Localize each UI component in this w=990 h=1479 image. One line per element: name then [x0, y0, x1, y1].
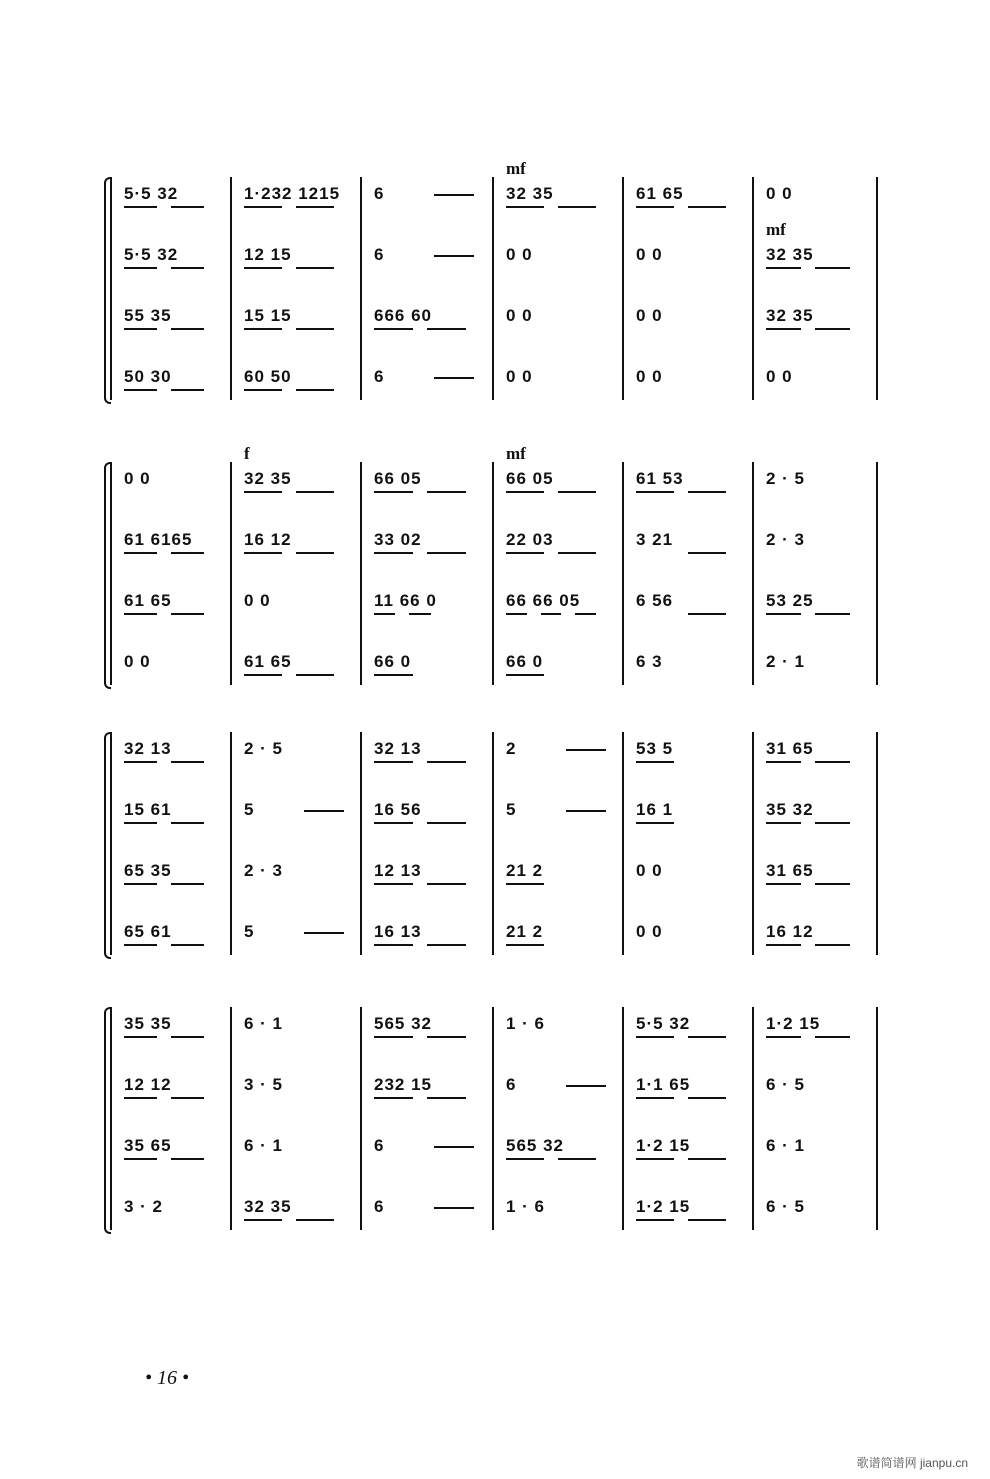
beam-line	[124, 1097, 157, 1099]
beam-line	[506, 206, 544, 208]
beam-line	[124, 1036, 157, 1038]
beam-line	[374, 674, 413, 676]
barline	[752, 1007, 754, 1230]
barline	[230, 1007, 232, 1230]
measure-notes: 16 1	[636, 800, 674, 819]
beam-line	[374, 1097, 413, 1099]
beam-line	[427, 328, 466, 330]
measure-notes: 6 · 1	[244, 1014, 284, 1033]
measure-notes: 65 61	[124, 922, 172, 941]
beam-line	[506, 674, 544, 676]
measure-notes: 61 53	[636, 469, 684, 488]
measure-notes: 0 0	[506, 306, 533, 325]
sustain-dash	[566, 749, 606, 751]
beam-line	[427, 491, 466, 493]
barline	[876, 177, 878, 400]
barline	[230, 462, 232, 685]
beam-line	[171, 389, 204, 391]
measure-notes: 5·5 32	[124, 245, 179, 264]
measure-notes: 61 65	[636, 184, 684, 203]
measure-notes: 16 12	[244, 530, 292, 549]
measure-notes: 2	[506, 739, 517, 758]
beam-line	[688, 1036, 726, 1038]
beam-line	[427, 1036, 466, 1038]
measure-notes: 5·5 32	[124, 184, 179, 203]
beam-line	[296, 206, 334, 208]
measure-notes: 35 32	[766, 800, 814, 819]
measure-notes: 21 2	[506, 922, 544, 941]
beam-line	[815, 761, 850, 763]
sustain-dash	[434, 194, 474, 196]
measure-notes: 32 35	[244, 1197, 292, 1216]
barline	[876, 462, 878, 685]
beam-line	[766, 822, 801, 824]
beam-line	[171, 267, 204, 269]
sustain-dash	[434, 1146, 474, 1148]
measure-notes: 0 0	[124, 652, 151, 671]
beam-line	[636, 1158, 674, 1160]
beam-line	[815, 883, 850, 885]
measure-notes: 6 · 5	[766, 1075, 806, 1094]
dynamic-mark: f	[244, 444, 250, 463]
beam-line	[296, 328, 334, 330]
page-number: • 16 •	[145, 1367, 190, 1389]
barline	[492, 1007, 494, 1230]
measure-notes: 6	[374, 367, 385, 386]
measure-notes: 16 56	[374, 800, 422, 819]
measure-notes: 15 15	[244, 306, 292, 325]
barline	[110, 1007, 112, 1230]
beam-line	[171, 328, 204, 330]
beam-line	[124, 267, 157, 269]
measure-notes: 0 0	[506, 245, 533, 264]
beam-line	[766, 267, 801, 269]
beam-line	[688, 613, 726, 615]
beam-line	[244, 491, 282, 493]
measure-notes: 5	[506, 800, 517, 819]
beam-line	[506, 491, 544, 493]
measure-notes: 6	[374, 1136, 385, 1155]
beam-line	[374, 883, 413, 885]
beam-line	[244, 674, 282, 676]
dynamic-mark: mf	[506, 159, 526, 178]
measure-notes: 32 35	[506, 184, 554, 203]
beam-line	[124, 761, 157, 763]
barline	[110, 462, 112, 685]
beam-line	[124, 328, 157, 330]
measure-notes: 0 0	[766, 184, 793, 203]
beam-line	[506, 1158, 544, 1160]
measure-notes: 12 13	[374, 861, 422, 880]
beam-line	[688, 1158, 726, 1160]
beam-line	[409, 613, 430, 615]
beam-line	[766, 1036, 801, 1038]
barline	[622, 177, 624, 400]
measure-notes: 61 6165	[124, 530, 193, 549]
beam-line	[124, 822, 157, 824]
beam-line	[766, 613, 801, 615]
beam-line	[688, 1219, 726, 1221]
beam-line	[296, 267, 334, 269]
barline	[492, 177, 494, 400]
measure-notes: 53 5	[636, 739, 674, 758]
barline	[492, 462, 494, 685]
measure-notes: 0 0	[636, 861, 663, 880]
beam-line	[124, 552, 157, 554]
sustain-dash	[304, 932, 344, 934]
measure-notes: 32 35	[766, 306, 814, 325]
beam-line	[766, 944, 801, 946]
measure-notes: 2 · 1	[766, 652, 806, 671]
beam-line	[374, 328, 413, 330]
dynamic-mark: mf	[766, 220, 786, 239]
beam-line	[296, 674, 334, 676]
sustain-dash	[566, 1085, 606, 1087]
measure-notes: 0 0	[506, 367, 533, 386]
measure-notes: 6	[374, 245, 385, 264]
barline	[230, 177, 232, 400]
measure-notes: 16 12	[766, 922, 814, 941]
page-number-text: 16	[157, 1367, 178, 1389]
beam-line	[374, 552, 413, 554]
measure-notes: 53 25	[766, 591, 814, 610]
beam-line	[244, 206, 282, 208]
beam-line	[427, 944, 466, 946]
measure-notes: 2 · 5	[766, 469, 806, 488]
beam-line	[374, 822, 413, 824]
measure-notes: 3 · 2	[124, 1197, 164, 1216]
measure-notes: 1·2 15	[766, 1014, 821, 1033]
beam-line	[688, 552, 726, 554]
measure-notes: 6 56	[636, 591, 674, 610]
beam-line	[688, 491, 726, 493]
beam-line	[688, 206, 726, 208]
measure-notes: 3 · 5	[244, 1075, 284, 1094]
beam-line	[558, 491, 596, 493]
barline	[622, 462, 624, 685]
beam-line	[374, 613, 395, 615]
measure-notes: 1·232 1215	[244, 184, 341, 203]
barline	[110, 732, 112, 955]
beam-line	[427, 1097, 466, 1099]
beam-line	[815, 822, 850, 824]
beam-line	[636, 206, 674, 208]
beam-line	[171, 761, 204, 763]
beam-line	[815, 944, 850, 946]
measure-notes: 65 35	[124, 861, 172, 880]
beam-line	[124, 1158, 157, 1160]
beam-line	[244, 389, 282, 391]
beam-line	[506, 552, 544, 554]
dynamic-mark: mf	[506, 444, 526, 463]
measure-notes: 61 65	[124, 591, 172, 610]
measure-notes: 33 02	[374, 530, 422, 549]
barline	[360, 177, 362, 400]
beam-line	[171, 552, 204, 554]
measure-notes: 32 13	[124, 739, 172, 758]
measure-notes: 0 0	[766, 367, 793, 386]
beam-line	[244, 1219, 282, 1221]
beam-line	[636, 822, 674, 824]
beam-line	[124, 389, 157, 391]
barline	[622, 1007, 624, 1230]
measure-notes: 11 66 0	[374, 591, 437, 610]
beam-line	[815, 1036, 850, 1038]
measure-notes: 66 05	[374, 469, 422, 488]
beam-line	[506, 613, 527, 615]
measure-notes: 6 3	[636, 652, 663, 671]
measure-notes: 12 12	[124, 1075, 172, 1094]
measure-notes: 0 0	[636, 245, 663, 264]
beam-line	[296, 491, 334, 493]
beam-line	[244, 328, 282, 330]
measure-notes: 2 · 3	[766, 530, 806, 549]
beam-line	[171, 822, 204, 824]
measure-notes: 35 65	[124, 1136, 172, 1155]
beam-line	[171, 883, 204, 885]
beam-line	[124, 613, 157, 615]
beam-line	[427, 761, 466, 763]
sustain-dash	[434, 255, 474, 257]
measure-notes: 3 21	[636, 530, 674, 549]
barline	[492, 732, 494, 955]
beam-line	[815, 267, 850, 269]
watermark: 歌谱简谱网 jianpu.cn	[856, 1456, 968, 1470]
barline	[752, 462, 754, 685]
measure-notes: 66 0	[374, 652, 412, 671]
beam-line	[124, 206, 157, 208]
sustain-dash	[434, 377, 474, 379]
barline	[876, 1007, 878, 1230]
measure-notes: 0 0	[636, 367, 663, 386]
barline	[360, 462, 362, 685]
measure-notes: 21 2	[506, 861, 544, 880]
beam-line	[244, 267, 282, 269]
measure-notes: 15 61	[124, 800, 172, 819]
beam-line	[374, 491, 413, 493]
beam-line	[636, 761, 674, 763]
barline	[752, 177, 754, 400]
barline	[110, 177, 112, 400]
measure-notes: 2 · 5	[244, 739, 284, 758]
barline	[230, 732, 232, 955]
beam-line	[427, 552, 466, 554]
measure-notes: 6 · 1	[244, 1136, 284, 1155]
beam-line	[296, 1219, 334, 1221]
measure-notes: 55 35	[124, 306, 172, 325]
beam-line	[171, 1158, 204, 1160]
sustain-dash	[304, 810, 344, 812]
beam-line	[636, 491, 674, 493]
measure-notes: 1·2 15	[636, 1136, 691, 1155]
measure-notes: 16 13	[374, 922, 422, 941]
beam-line	[427, 822, 466, 824]
measure-notes: 1·1 65	[636, 1075, 691, 1094]
beam-line	[171, 1036, 204, 1038]
beam-line	[506, 883, 544, 885]
beam-line	[124, 944, 157, 946]
beam-line	[374, 761, 413, 763]
beam-line	[558, 552, 596, 554]
measure-notes: 565 32	[374, 1014, 432, 1033]
beam-line	[244, 552, 282, 554]
beam-line	[766, 761, 801, 763]
measure-notes: 66 05	[506, 469, 554, 488]
beam-line	[815, 328, 850, 330]
measure-notes: 6	[506, 1075, 517, 1094]
sustain-dash	[434, 1207, 474, 1209]
beam-line	[171, 944, 204, 946]
beam-line	[506, 944, 544, 946]
measure-notes: 666 60	[374, 306, 432, 325]
measure-notes: 31 65	[766, 861, 814, 880]
beam-line	[374, 944, 413, 946]
beam-line	[427, 883, 466, 885]
barline	[360, 732, 362, 955]
beam-line	[766, 883, 801, 885]
measure-notes: 22 03	[506, 530, 554, 549]
measure-notes: 5·5 32	[636, 1014, 691, 1033]
beam-line	[296, 552, 334, 554]
measure-notes: 565 32	[506, 1136, 564, 1155]
beam-line	[815, 613, 850, 615]
measure-notes: 35 35	[124, 1014, 172, 1033]
beam-line	[171, 613, 204, 615]
measure-notes: 32 35	[766, 245, 814, 264]
measure-notes: 1·2 15	[636, 1197, 691, 1216]
barline	[360, 1007, 362, 1230]
beam-line	[171, 1097, 204, 1099]
barline	[876, 732, 878, 955]
beam-line	[296, 389, 334, 391]
measure-notes: 6	[374, 1197, 385, 1216]
measure-notes: 0 0	[636, 306, 663, 325]
beam-line	[171, 206, 204, 208]
measure-notes: 50 30	[124, 367, 172, 386]
measure-notes: 66 66 05	[506, 591, 581, 610]
barline	[752, 732, 754, 955]
measure-notes: 1 · 6	[506, 1014, 546, 1033]
beam-line	[688, 1097, 726, 1099]
measure-notes: 32 13	[374, 739, 422, 758]
measure-notes: 0 0	[124, 469, 151, 488]
measure-notes: 2 · 3	[244, 861, 284, 880]
barline	[622, 732, 624, 955]
beam-line	[636, 1219, 674, 1221]
beam-line	[124, 883, 157, 885]
measure-notes: 6 · 1	[766, 1136, 806, 1155]
measure-notes: 32 35	[244, 469, 292, 488]
sustain-dash	[566, 810, 606, 812]
beam-line	[636, 1036, 674, 1038]
measure-notes: 31 65	[766, 739, 814, 758]
measure-notes: 6 · 5	[766, 1197, 806, 1216]
measure-notes: 5	[244, 800, 255, 819]
measure-notes: 12 15	[244, 245, 292, 264]
beam-line	[541, 613, 562, 615]
beam-line	[558, 1158, 596, 1160]
beam-line	[374, 1036, 413, 1038]
measure-notes: 60 50	[244, 367, 292, 386]
measure-notes: 61 65	[244, 652, 292, 671]
measure-notes: 232 15	[374, 1075, 432, 1094]
beam-line	[636, 1097, 674, 1099]
measure-notes: 0 0	[244, 591, 271, 610]
beam-line	[575, 613, 596, 615]
beam-line	[766, 328, 801, 330]
measure-notes: 5	[244, 922, 255, 941]
measure-notes: 66 0	[506, 652, 544, 671]
measure-notes: 1 · 6	[506, 1197, 546, 1216]
measure-notes: 6	[374, 184, 385, 203]
beam-line	[558, 206, 596, 208]
measure-notes: 0 0	[636, 922, 663, 941]
